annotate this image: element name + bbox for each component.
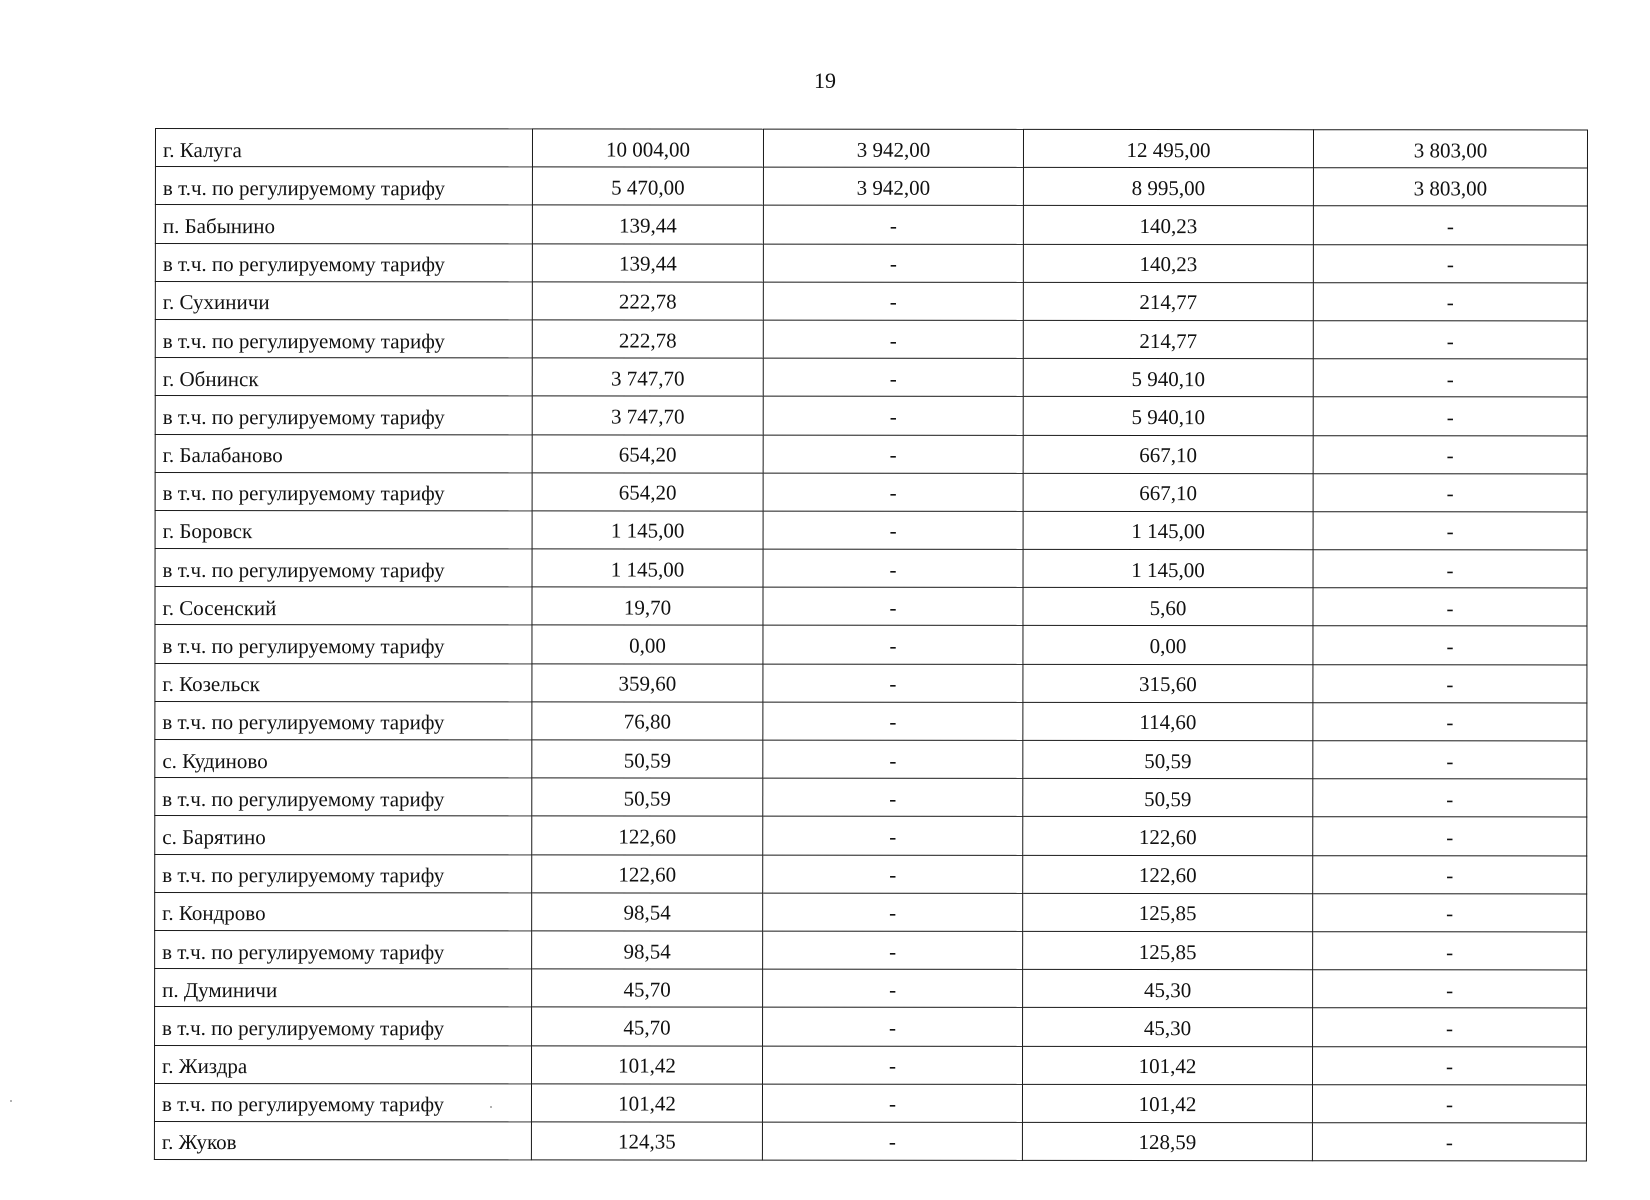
value-col-3-cell: 125,85: [1023, 893, 1313, 931]
value-col-1-cell: 3 747,70: [532, 358, 763, 396]
value-col-2-cell: -: [763, 511, 1023, 549]
value-col-2-cell: -: [763, 1007, 1023, 1045]
settlement-name-cell: в т.ч. по регулируемому тарифу: [155, 930, 532, 969]
table-row: [155, 472, 1587, 512]
value-col-1-cell: 139,44: [532, 243, 763, 281]
value-col-4-cell: 3 803,00: [1313, 168, 1587, 206]
value-col-1-cell: 98,54: [532, 931, 763, 969]
value-col-2-cell: -: [763, 702, 1023, 740]
value-col-2-cell: -: [763, 664, 1023, 702]
value-col-3-cell: 1 145,00: [1023, 511, 1313, 549]
value-col-3-cell: 128,59: [1022, 1122, 1312, 1160]
settlement-name-cell: в т.ч. по регулируемому тарифу: [155, 778, 532, 817]
value-col-1-cell: 1 145,00: [532, 511, 763, 549]
value-col-1-cell: 122,60: [532, 816, 763, 854]
value-col-1-cell: 654,20: [532, 473, 763, 511]
value-col-1-cell: 122,60: [532, 854, 763, 892]
settlement-name-cell: в т.ч. по регулируемому тарифу: [155, 396, 532, 435]
settlement-name-cell: г. Сухиничи: [155, 281, 532, 320]
value-col-1-cell: 98,54: [532, 893, 763, 931]
value-col-3-cell: 5 940,10: [1023, 397, 1313, 435]
table-row: [155, 358, 1587, 398]
value-col-2-cell: -: [763, 549, 1023, 587]
value-col-3-cell: 214,77: [1023, 320, 1313, 358]
settlement-name-cell: в т.ч. по регулируемому тарифу: [155, 854, 532, 893]
table-body: [154, 129, 1587, 1162]
value-col-4-cell: -: [1313, 473, 1587, 511]
value-col-1-cell: 1 145,00: [532, 549, 763, 587]
table-row: [155, 778, 1587, 818]
value-col-2-cell: -: [763, 893, 1023, 931]
value-col-3-cell: 122,60: [1023, 855, 1313, 893]
value-col-4-cell: -: [1313, 626, 1587, 664]
value-col-1-cell: 101,42: [531, 1045, 762, 1083]
page-number: 19: [814, 68, 836, 93]
table-row: [155, 319, 1587, 359]
table-row: [155, 816, 1587, 856]
settlement-name-cell: в т.ч. по регулируемому тарифу: [154, 1083, 531, 1122]
value-col-4-cell: -: [1312, 1084, 1586, 1122]
scan-speck: [490, 1106, 492, 1108]
value-col-4-cell: -: [1313, 741, 1587, 779]
value-col-3-cell: 114,60: [1023, 702, 1313, 740]
value-col-1-cell: 45,70: [532, 969, 763, 1007]
settlement-name-cell: в т.ч. по регулируемому тарифу: [155, 472, 532, 511]
value-col-1-cell: 222,78: [532, 282, 763, 320]
value-col-3-cell: 8 995,00: [1023, 168, 1313, 206]
settlement-name-cell: в т.ч. по регулируемому тарифу: [155, 243, 532, 282]
value-col-4-cell: -: [1313, 206, 1587, 244]
value-col-3-cell: 50,59: [1023, 740, 1313, 778]
value-col-3-cell: 140,23: [1023, 206, 1313, 244]
value-col-1-cell: 19,70: [532, 587, 763, 625]
table-row: [155, 205, 1587, 245]
value-col-4-cell: -: [1313, 932, 1587, 970]
settlement-name-cell: г. Обнинск: [155, 358, 532, 397]
value-col-4-cell: -: [1313, 855, 1587, 893]
value-col-1-cell: 101,42: [531, 1084, 762, 1122]
table-row: [155, 549, 1587, 589]
settlement-name-cell: с. Кудиново: [155, 740, 532, 779]
settlement-name-cell: г. Кондрово: [155, 892, 532, 931]
value-col-1-cell: 50,59: [532, 778, 763, 816]
value-col-2-cell: -: [763, 855, 1023, 893]
settlement-name-cell: г. Сосенский: [155, 587, 532, 626]
settlement-name-cell: в т.ч. по регулируемому тарифу: [155, 701, 532, 740]
value-col-2-cell: -: [762, 1046, 1022, 1084]
value-col-2-cell: -: [762, 1084, 1022, 1122]
value-col-4-cell: -: [1313, 817, 1587, 855]
table-row: [155, 969, 1587, 1009]
value-col-2-cell: -: [763, 282, 1023, 320]
value-col-2-cell: -: [763, 587, 1023, 625]
value-col-3-cell: 0,00: [1023, 626, 1313, 664]
table-row: [155, 1007, 1587, 1047]
value-col-3-cell: 5 940,10: [1023, 359, 1313, 397]
value-col-1-cell: 0,00: [532, 625, 763, 663]
value-col-1-cell: 50,59: [532, 740, 763, 778]
value-col-3-cell: 214,77: [1023, 282, 1313, 320]
table-row: [155, 892, 1587, 932]
value-col-4-cell: -: [1313, 282, 1587, 320]
tariff-table: [154, 128, 1588, 1162]
table-row: [154, 1121, 1586, 1161]
value-col-3-cell: 45,30: [1023, 970, 1313, 1008]
settlement-name-cell: г. Козельск: [155, 663, 532, 702]
table-row: [155, 396, 1587, 436]
settlement-name-cell: г. Жиздра: [154, 1045, 531, 1084]
settlement-name-cell: п. Бабынино: [155, 205, 532, 244]
table-row: [155, 930, 1587, 970]
scan-speck: [10, 1100, 12, 1102]
value-col-3-cell: 140,23: [1023, 244, 1313, 282]
value-col-3-cell: 12 495,00: [1023, 129, 1313, 167]
value-col-4-cell: -: [1312, 1046, 1586, 1084]
value-col-1-cell: 3 747,70: [532, 396, 763, 434]
table-row: [155, 167, 1587, 207]
table-row: [155, 281, 1587, 321]
table-row: [155, 701, 1587, 741]
value-col-2-cell: -: [763, 740, 1023, 778]
settlement-name-cell: п. Думиничи: [155, 969, 532, 1008]
settlement-name-cell: в т.ч. по регулируемому тарифу: [155, 167, 532, 206]
tariff-table-container: [154, 128, 1587, 1162]
value-col-4-cell: -: [1313, 588, 1587, 626]
settlement-name-cell: г. Балабаново: [155, 434, 532, 473]
value-col-2-cell: -: [763, 778, 1023, 816]
value-col-2-cell: -: [763, 931, 1023, 969]
table-row: [155, 129, 1587, 169]
value-col-1-cell: 139,44: [532, 205, 763, 243]
value-col-4-cell: -: [1313, 779, 1587, 817]
table-row: [155, 434, 1587, 474]
table-row: [155, 740, 1587, 780]
value-col-3-cell: 125,85: [1023, 931, 1313, 969]
value-col-2-cell: -: [763, 206, 1023, 244]
value-col-4-cell: 3 803,00: [1313, 130, 1587, 168]
table-row: [154, 1045, 1586, 1085]
settlement-name-cell: в т.ч. по регулируемому тарифу: [155, 549, 532, 588]
value-col-4-cell: -: [1313, 512, 1587, 550]
settlement-name-cell: с. Барятино: [155, 816, 532, 855]
value-col-4-cell: -: [1313, 397, 1587, 435]
table-row: [155, 243, 1587, 283]
value-col-1-cell: 654,20: [532, 434, 763, 472]
value-col-4-cell: -: [1313, 703, 1587, 741]
table-row: [155, 510, 1587, 550]
table-row: [155, 625, 1587, 665]
value-col-1-cell: 222,78: [532, 320, 763, 358]
table-row: [155, 587, 1587, 627]
value-col-2-cell: -: [763, 626, 1023, 664]
settlement-name-cell: в т.ч. по регулируемому тарифу: [155, 1007, 532, 1046]
value-col-3-cell: 1 145,00: [1023, 549, 1313, 587]
value-col-4-cell: -: [1313, 550, 1587, 588]
settlement-name-cell: в т.ч. по регулируемому тарифу: [155, 319, 532, 358]
value-col-2-cell: -: [763, 396, 1023, 434]
value-col-3-cell: 315,60: [1023, 664, 1313, 702]
value-col-3-cell: 5,60: [1023, 588, 1313, 626]
value-col-3-cell: 667,10: [1023, 473, 1313, 511]
value-col-4-cell: -: [1313, 321, 1587, 359]
value-col-3-cell: 101,42: [1022, 1084, 1312, 1122]
value-col-2-cell: -: [763, 244, 1023, 282]
settlement-name-cell: г. Калуга: [155, 129, 532, 168]
value-col-2-cell: -: [762, 1122, 1022, 1160]
table-row: [155, 663, 1587, 703]
value-col-1-cell: 10 004,00: [532, 129, 763, 167]
value-col-3-cell: 667,10: [1023, 435, 1313, 473]
value-col-2-cell: -: [763, 817, 1023, 855]
table-row: [154, 1083, 1586, 1123]
value-col-4-cell: -: [1313, 970, 1587, 1008]
value-col-4-cell: -: [1313, 664, 1587, 702]
value-col-2-cell: -: [763, 473, 1023, 511]
settlement-name-cell: г. Боровск: [155, 510, 532, 549]
value-col-4-cell: -: [1313, 893, 1587, 931]
value-col-2-cell: -: [763, 969, 1023, 1007]
value-col-4-cell: -: [1313, 1008, 1587, 1046]
value-col-3-cell: 50,59: [1023, 779, 1313, 817]
value-col-2-cell: -: [763, 358, 1023, 396]
settlement-name-cell: в т.ч. по регулируемому тарифу: [155, 625, 532, 664]
value-col-3-cell: 122,60: [1023, 817, 1313, 855]
value-col-4-cell: -: [1313, 435, 1587, 473]
value-col-1-cell: 359,60: [532, 664, 763, 702]
settlement-name-cell: г. Жуков: [154, 1121, 531, 1160]
value-col-1-cell: 124,35: [531, 1122, 762, 1160]
value-col-1-cell: 5 470,00: [532, 167, 763, 205]
value-col-2-cell: 3 942,00: [763, 167, 1023, 205]
value-col-4-cell: -: [1312, 1123, 1586, 1161]
value-col-1-cell: 45,70: [532, 1007, 763, 1045]
value-col-3-cell: 45,30: [1023, 1008, 1313, 1046]
value-col-4-cell: -: [1313, 244, 1587, 282]
value-col-3-cell: 101,42: [1022, 1046, 1312, 1084]
value-col-2-cell: -: [763, 320, 1023, 358]
value-col-4-cell: -: [1313, 359, 1587, 397]
value-col-2-cell: 3 942,00: [763, 129, 1023, 167]
table-row: [155, 854, 1587, 894]
value-col-2-cell: -: [763, 435, 1023, 473]
value-col-1-cell: 76,80: [532, 702, 763, 740]
